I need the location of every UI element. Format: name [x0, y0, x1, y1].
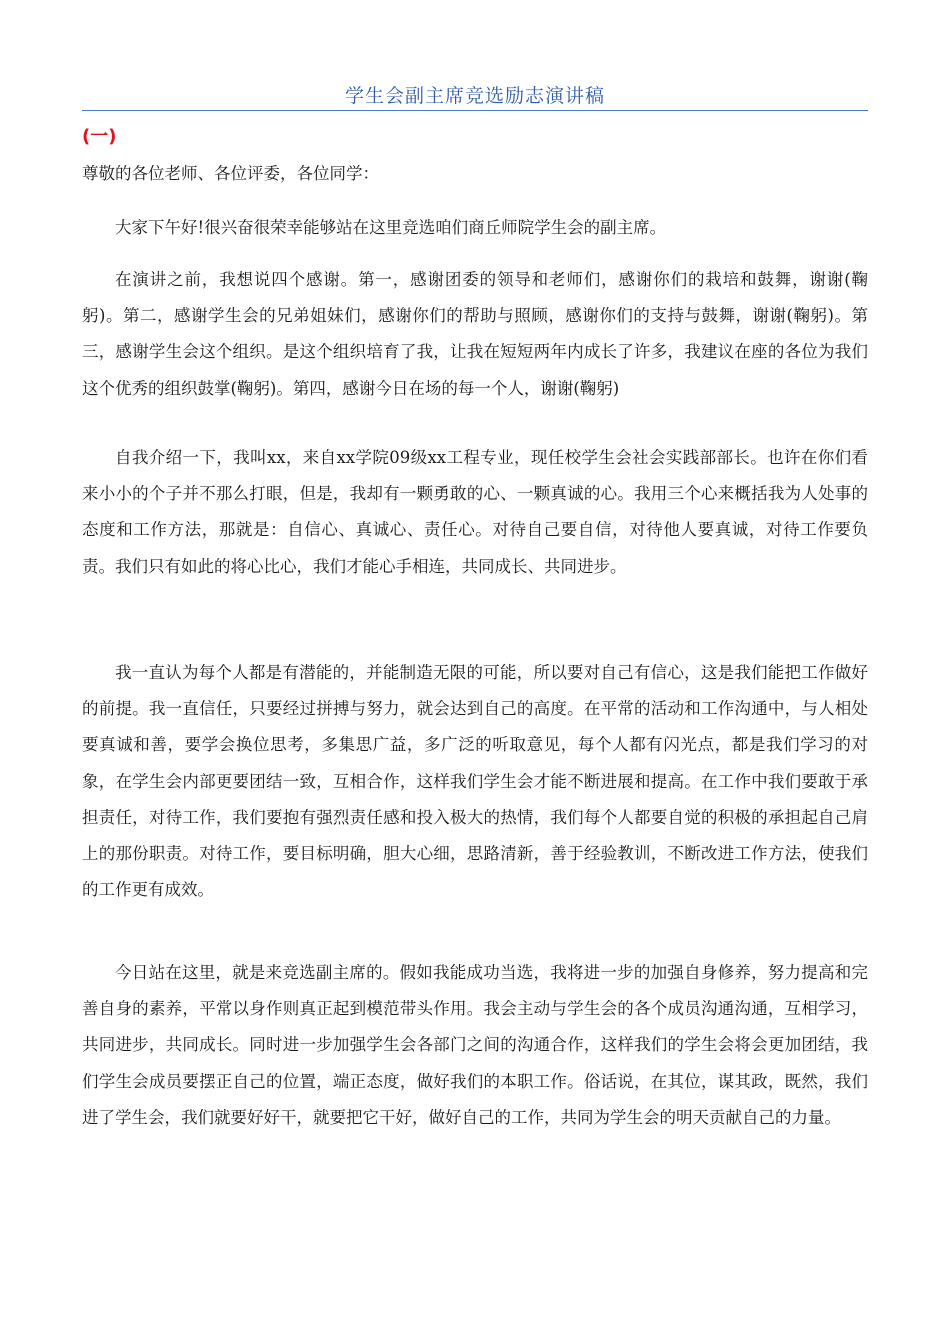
paragraph-thanks: 在演讲之前，我想说四个感谢。第一，感谢团委的领导和老师们，感谢你们的栽培和鼓舞，谢谢(鞠躬)。第二，感谢学生会的兄弟姐妹们，感谢你们的帮助与照顾，感谢你们的支持与鼓舞，谢谢(鞠躬)。第三，感谢学生会这个组织。是这个组织培育了我，让我在短短两年内成长了许多，我建议在座的各位为我们这个优秀的组织鼓掌(鞠躬)。第四，感谢今日在场的每一个人，谢谢(鞠躬): [82, 270, 868, 398]
paragraph-greeting: 大家下午好!很兴奋很荣幸能够站在这里竞选咱们商丘师院学生会的副主席。: [115, 218, 667, 237]
paragraph-philosophy: 我一直认为每个人都是有潜能的，并能制造无限的可能，所以要对自己有信心，这是我们能把工作做好的前提。我一直信任，只要经过拼搏与努力，就会达到自己的高度。在平常的活动和工作沟通中，与人相处要真诚和善，要学会换位思考，多集思广益，多广泛的听取意见，每个人都有闪光点，都是我们学习的对象，在学生会内部更要团结一致，互相合作，这样我们学生会才能不断进展和提高。在工作中我们要敢于承担责任，对待工作，我们要抱有强烈责任感和投入极大的热情，我们每个人都要自觉的积极的承担起自己肩上的那份职责。对待工作，要目标明确，胆大心细，思路清新，善于经验教训，不断改进工作方法，使我们的工作更有成效。: [82, 663, 868, 900]
salutation: 尊敬的各位老师、各位评委，各位同学：: [82, 164, 379, 183]
title-divider: [82, 110, 868, 111]
paragraph-self-intro: 自我介绍一下，我叫xx，来自xx学院09级xx工程专业，现任校学生会社会实践部部长。也许在你们看来小小的个子并不那么打眼，但是，我却有一颗勇敢的心、一颗真诚的心。我用三个心来概括我为人处事的态度和工作方法，那就是：自信心、真诚心、责任心。对待自己要自信，对待他人要真诚，对待工作要负责。我们只有如此的将心比心，我们才能心手相连，共同成长、共同进步。: [82, 448, 868, 576]
paragraph-commitment: 今日站在这里，就是来竞选副主席的。假如我能成功当选，我将进一步的加强自身修养，努力提高和完善自身的素养，平常以身作则真正起到模范带头作用。我会主动与学生会的各个成员沟通沟通，互相学习，共同进步，共同成长。同时进一步加强学生会各部门之间的沟通合作，这样我们的学生会将会更加团结，我们学生会成员要摆正自己的位置，端正态度，做好我们的本职工作。俗话说，在其位，谋其政，既然，我们进了学生会，我们就要好好干，就要把它干好，做好自己的工作，共同为学生会的明天贡献自己的力量。: [82, 963, 868, 1127]
document-title: 学生会副主席竞选励志演讲稿: [344, 85, 605, 107]
section-label: (一): [82, 126, 117, 147]
